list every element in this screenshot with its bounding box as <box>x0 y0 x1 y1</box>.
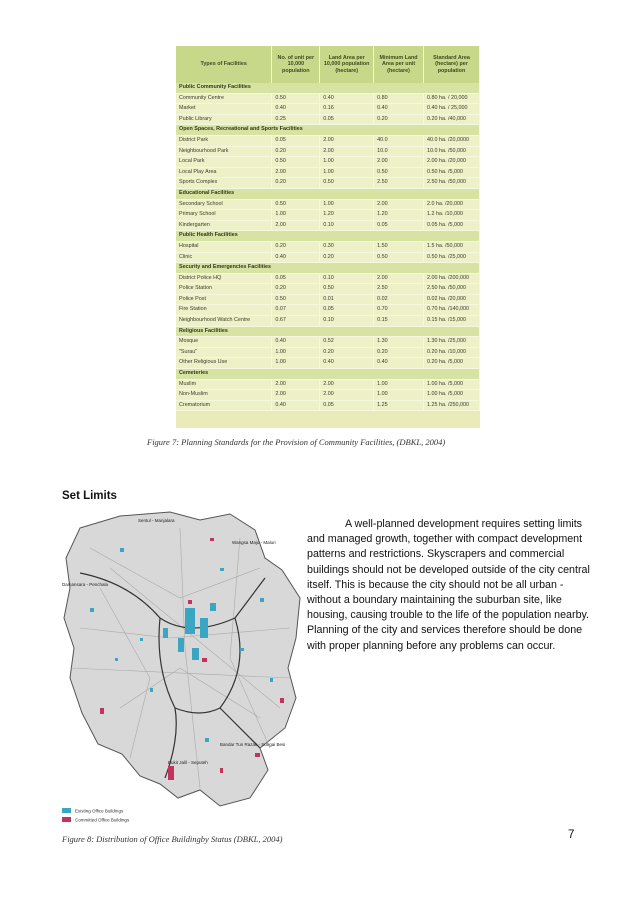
table-cell: 1.00 <box>374 379 424 390</box>
table-cell: Non-Muslim <box>176 390 272 401</box>
table-cell: 0.50 <box>320 178 374 189</box>
table-cell: Market <box>176 104 272 115</box>
table-cell: 2.0 ha. /20,000 <box>424 199 480 210</box>
table-row <box>176 347 480 358</box>
table-cell: 2.00 <box>374 199 424 210</box>
table-header-cell: Land Area per 10,000 population (hectare) <box>320 46 374 83</box>
table-row <box>176 400 480 411</box>
table-row <box>176 316 480 327</box>
table-cell: Primary School <box>176 210 272 221</box>
table-category-row <box>176 369 480 380</box>
table-cell: 1.5 ha. /50,000 <box>424 241 480 252</box>
table-cell: 0.50 <box>374 167 424 178</box>
table-cell: 0.50 <box>272 93 320 104</box>
table-category-cell: Religious Facilities <box>176 326 480 337</box>
table-cell: 0.25 <box>272 114 320 125</box>
table-cell: 1.20 <box>374 210 424 221</box>
table-cell: 2.00 <box>272 220 320 231</box>
table-cell: 1.30 <box>374 337 424 348</box>
table-cell: 0.52 <box>320 337 374 348</box>
figure-8-caption: Figure 8: Distribution of Office Buildingby Status (DBKL, 2004) <box>62 834 283 844</box>
table-cell: Kindergarten <box>176 220 272 231</box>
table-cell: 1.00 <box>320 157 374 168</box>
table-cell: 0.15 ha. /15,000 <box>424 316 480 327</box>
table-cell: 0.50 <box>320 284 374 295</box>
table-category-cell: Open Spaces, Recreational and Sports Facilities <box>176 125 480 136</box>
table-cell: 0.20 ha. /40,000 <box>424 114 480 125</box>
table-cell: 0.05 <box>320 114 374 125</box>
table-cell: 1.00 ha. /5,000 <box>424 379 480 390</box>
table-header-cell: Standard Area (hectare) per population <box>424 46 480 83</box>
table-cell: District Park <box>176 135 272 146</box>
table-cell: 0.40 <box>320 358 374 369</box>
table-cell: 1.25 ha. /250,000 <box>424 400 480 411</box>
table-cell: 0.05 <box>320 305 374 316</box>
table-cell: 0.50 <box>374 252 424 263</box>
table-cell: 2.50 ha. /50,000 <box>424 284 480 295</box>
table-cell: "Surau" <box>176 347 272 358</box>
table-cell: 0.50 <box>272 157 320 168</box>
table-row <box>176 157 480 168</box>
table-row <box>176 135 480 146</box>
map-graphic <box>60 508 306 830</box>
table-cell: 0.10 <box>320 273 374 284</box>
table-cell: Sports Complex <box>176 178 272 189</box>
table-category-row <box>176 125 480 136</box>
table-cell: 2.50 ha. /50,000 <box>424 178 480 189</box>
legend-swatch-committed <box>62 817 71 822</box>
table-row <box>176 379 480 390</box>
table-cell: 0.10 <box>320 220 374 231</box>
table-cell: 0.05 <box>272 135 320 146</box>
table-cell: 0.20 <box>272 146 320 157</box>
table-cell: Neighbourhood Watch Centre <box>176 316 272 327</box>
table-cell: 2.50 <box>374 284 424 295</box>
table-cell: 2.00 <box>320 135 374 146</box>
table-cell: 0.20 <box>374 347 424 358</box>
table-row <box>176 199 480 210</box>
table-category-cell: Public Health Facilities <box>176 231 480 242</box>
table-cell: 1.00 <box>272 347 320 358</box>
table-cell: 0.40 <box>320 93 374 104</box>
table-cell: 0.05 <box>320 400 374 411</box>
table-header-cell: Minimum Land Area per unit (hectare) <box>374 46 424 83</box>
table-cell: Muslim <box>176 379 272 390</box>
table-cell: 10.0 <box>374 146 424 157</box>
table-row <box>176 241 480 252</box>
table-cell: Fire Station <box>176 305 272 316</box>
table-cell: 0.15 <box>374 316 424 327</box>
legend-label-committed: Committed Office Buildings <box>75 817 130 823</box>
table-cell: 1.20 <box>320 210 374 221</box>
table-cell: 0.20 ha. /5,000 <box>424 358 480 369</box>
table-cell: 0.10 <box>320 316 374 327</box>
table-cell: 0.40 ha. / 25,000 <box>424 104 480 115</box>
table-row <box>176 358 480 369</box>
table-cell: 0.02 ha. /20,000 <box>424 294 480 305</box>
table-cell: Clinic <box>176 252 272 263</box>
table-cell: 1.30 ha. /25,000 <box>424 337 480 348</box>
table-cell: 1.00 <box>320 167 374 178</box>
table-category-row <box>176 326 480 337</box>
district-label: Sentul - Manjalara <box>138 518 175 523</box>
table-cell: 0.50 <box>272 294 320 305</box>
table-cell: 1.50 <box>374 241 424 252</box>
table-row <box>176 178 480 189</box>
table-cell: 40.0 ha. /20,0000 <box>424 135 480 146</box>
table-cell: 2.00 <box>272 390 320 401</box>
map-legend <box>62 808 130 823</box>
table-cell: 0.05 <box>272 273 320 284</box>
table-cell: 0.40 <box>374 358 424 369</box>
table-cell: 2.00 <box>320 379 374 390</box>
table-category-row <box>176 83 480 93</box>
table-row <box>176 220 480 231</box>
table-cell: 0.07 <box>272 305 320 316</box>
table-cell: 0.20 <box>320 252 374 263</box>
body-paragraph-text: A well-planned development requires setting limits and managed growth, together with compact development patterns and restrictions. Skyscrapers and commercial buildings should not be developed outside of the city central itself. This is because the city should not be all urban - without a boundary maintaining the suburban site, like housing, causing trouble to the life of the population nearby. Planning of the city and services therefore should be done with proper planning before any problems can occur. <box>307 518 590 652</box>
table-cell: 0.20 <box>320 347 374 358</box>
table-cell: 2.00 ha. /200,000 <box>424 273 480 284</box>
table-cell: 2.00 ha. /20,000 <box>424 157 480 168</box>
table-category-row <box>176 188 480 199</box>
table-cell: Crematorium <box>176 400 272 411</box>
section-heading: Set Limits <box>62 490 117 502</box>
table-row <box>176 104 480 115</box>
table-row <box>176 146 480 157</box>
table-cell: 0.20 <box>374 114 424 125</box>
district-label: Wangsa Maju - Maluri <box>232 540 276 545</box>
table-cell: 0.50 <box>272 199 320 210</box>
table-row <box>176 284 480 295</box>
table-cell: 0.30 <box>320 241 374 252</box>
table-header-cell: Types of Facilities <box>176 46 272 83</box>
table-cell: 1.00 <box>272 210 320 221</box>
table-row <box>176 167 480 178</box>
table-category-cell: Cemeteries <box>176 369 480 380</box>
figure-7-caption: Figure 7: Planning Standards for the Provision of Community Facilities, (DBKL, 2004) <box>147 437 446 447</box>
legend-swatch-existing <box>62 808 71 813</box>
table-cell: Other Religious Use <box>176 358 272 369</box>
table-body <box>176 83 480 411</box>
table-cell: Local Play Area <box>176 167 272 178</box>
table-cell: 0.40 <box>374 104 424 115</box>
table-row <box>176 252 480 263</box>
table-cell: 1.00 <box>272 358 320 369</box>
legend-label-existing: Existing Office Buildings <box>75 808 124 814</box>
table-cell: 1.25 <box>374 400 424 411</box>
table-cell: 0.05 ha. /5,000 <box>424 220 480 231</box>
table-cell: 0.20 <box>272 241 320 252</box>
table-category-row <box>176 231 480 242</box>
table-cell: Secondary School <box>176 199 272 210</box>
table-cell: 2.00 <box>272 167 320 178</box>
table-cell: 0.01 <box>320 294 374 305</box>
table-cell: 2.00 <box>374 157 424 168</box>
table-cell: Public Library <box>176 114 272 125</box>
table-cell: Police Post <box>176 294 272 305</box>
table-row <box>176 273 480 284</box>
planning-standards-table <box>176 46 480 411</box>
table-row <box>176 305 480 316</box>
table-category-cell: Educational Facilities <box>176 188 480 199</box>
district-label: Bukit Jalil - Seputeh <box>168 760 208 765</box>
table-cell: 0.20 ha. /10,000 <box>424 347 480 358</box>
district-label: Damansara - Penchala <box>62 582 109 587</box>
table-cell: 0.50 ha. /25,000 <box>424 252 480 263</box>
table-cell: 0.40 <box>272 400 320 411</box>
planning-standards-table-image <box>176 46 480 428</box>
table-cell: District Police HQ <box>176 273 272 284</box>
table-cell: 2.50 <box>374 178 424 189</box>
table-cell: 0.40 <box>272 337 320 348</box>
table-category-cell: Public Community Facilities <box>176 83 480 93</box>
table-row <box>176 337 480 348</box>
table-cell: 1.00 <box>374 390 424 401</box>
table-cell: 0.40 <box>272 104 320 115</box>
table-cell: 0.80 <box>374 93 424 104</box>
table-cell: 0.16 <box>320 104 374 115</box>
table-cell: Neighbourhood Park <box>176 146 272 157</box>
table-cell: 2.00 <box>272 379 320 390</box>
table-cell: 0.80 ha. / 20,000 <box>424 93 480 104</box>
table-cell: 0.05 <box>374 220 424 231</box>
table-cell: 1.2 ha. /10,000 <box>424 210 480 221</box>
table-row <box>176 93 480 104</box>
body-paragraph <box>307 517 592 654</box>
table-cell: 0.70 <box>374 305 424 316</box>
table-cell: 0.40 <box>272 252 320 263</box>
table-row <box>176 294 480 305</box>
table-header-cell: No. of unit per 10,000 population <box>272 46 320 83</box>
district-label: Bandar Tun Razak - Sungai Besi <box>220 742 286 747</box>
table-cell: Police Station <box>176 284 272 295</box>
table-cell: 1.00 ha. /5,000 <box>424 390 480 401</box>
table-cell: Hospital <box>176 241 272 252</box>
table-cell: 0.50 ha. /5,000 <box>424 167 480 178</box>
table-cell: 0.67 <box>272 316 320 327</box>
table-cell: 0.02 <box>374 294 424 305</box>
table-category-cell: Security and Emergencies Facilities <box>176 263 480 274</box>
table-category-row <box>176 263 480 274</box>
table-row <box>176 390 480 401</box>
table-row <box>176 114 480 125</box>
table-cell: 40.0 <box>374 135 424 146</box>
table-cell: 0.70 ha. /140,000 <box>424 305 480 316</box>
table-cell: Local Park <box>176 157 272 168</box>
table-cell: 2.00 <box>320 390 374 401</box>
table-cell: 1.00 <box>320 199 374 210</box>
table-cell: 0.20 <box>272 284 320 295</box>
table-cell: 0.20 <box>272 178 320 189</box>
table-header-row <box>176 46 480 83</box>
table-cell: 10.0 ha. /50,000 <box>424 146 480 157</box>
table-cell: Community Centre <box>176 93 272 104</box>
table-cell: 2.00 <box>374 273 424 284</box>
table-cell: 2.00 <box>320 146 374 157</box>
table-cell: Mosque <box>176 337 272 348</box>
table-row <box>176 210 480 221</box>
page-number: 7 <box>568 829 575 841</box>
office-distribution-map <box>60 508 306 830</box>
